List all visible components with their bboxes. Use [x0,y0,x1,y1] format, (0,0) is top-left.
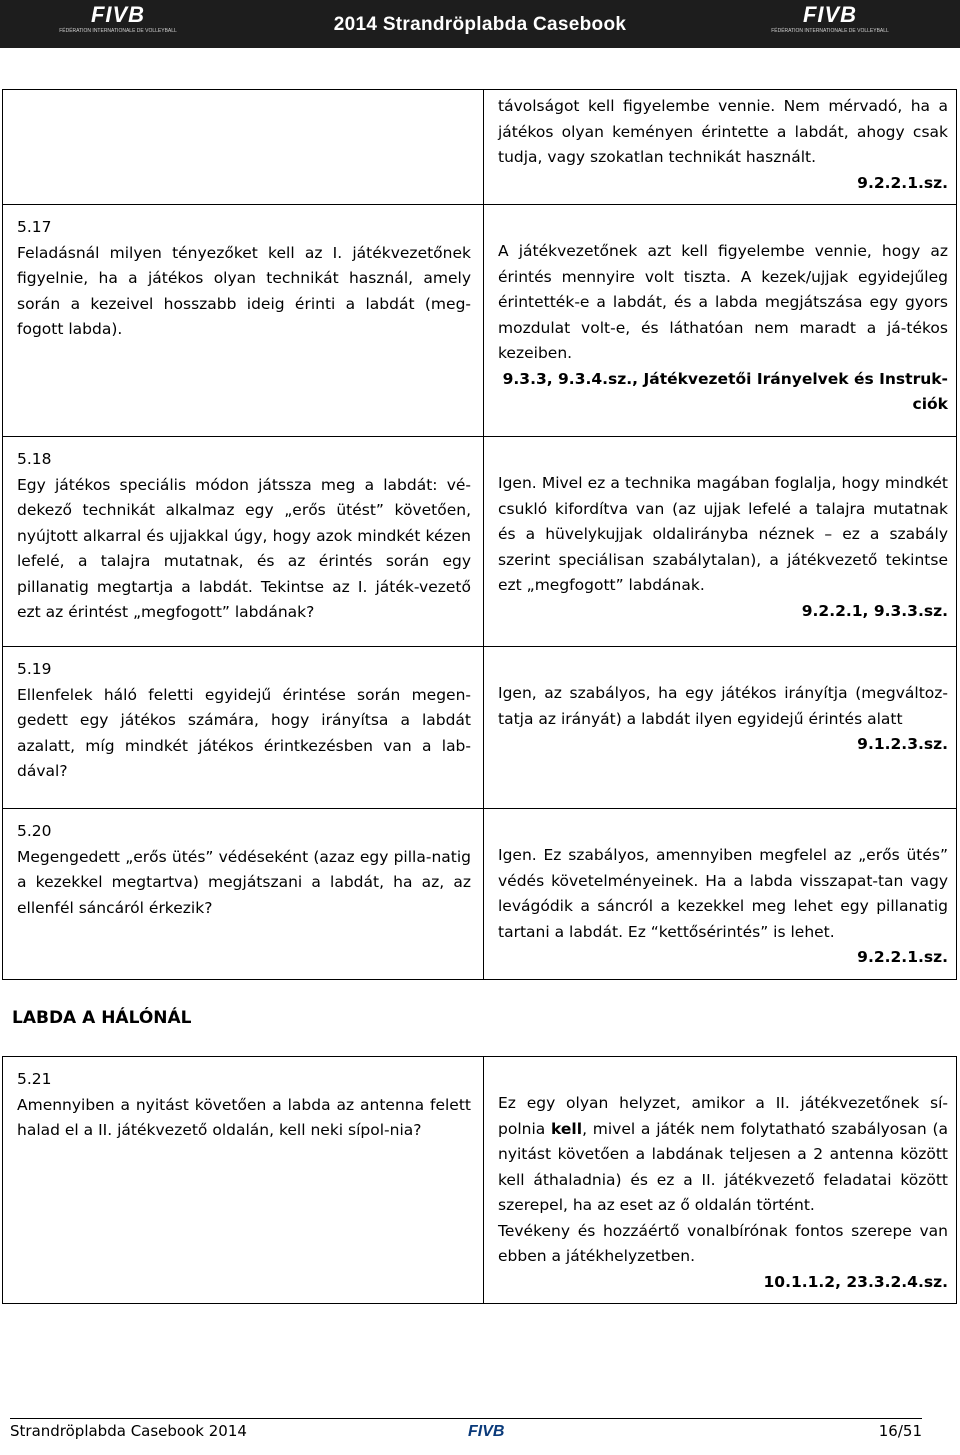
answer-text: A játékvezetőnek azt kell figyelembe vennie, hogy az érintés mennyire volt tiszta. A kezek/ujjak egyidejűleg érintették-e a labdát, és a labda megjátszása egy gyors mozdulat volt-e, és láthatóan nem maradt a já-tékos kezeiben. [498,242,948,362]
logo-text: FIVB [90,2,146,27]
question-cell [3,437,484,647]
casebook-table-2 [2,1056,957,1304]
question-text: Egy játékos speciális módon játssza meg a labdát: vé-dekező technikát alkalmaz egy „erős ütést” követően, nyújtott alkarral és ujjakkal úgy, hogy azok mindkét kézen lefelé, a talajra mutatnak, és az érintés során egy pillanatig megtartja a labdát. Tekintse az I. játék-vezető ezt az érintést „megfogott” labdának? [17,475,471,621]
footer-title: Strandröplabda Casebook 2014 [10,1422,247,1440]
question-number: 5.20 [17,822,52,840]
fivb-logo-right [770,4,890,44]
casebook-table-1 [2,89,957,980]
answer-cell [484,647,957,809]
question-number: 5.18 [17,450,52,468]
question-text: Feladásnál milyen tényezőket kell az I. játékvezetőnek figyelnie, ha a játékos olyan technikát használ, amely során a kezeivel hosszabb ideig érinti a labdát (meg-fogott labda). [17,243,471,338]
question-cell [3,809,484,980]
rule-reference: 9.2.2.1.sz. [857,948,948,966]
section-title: LABDA A HÁLÓNÁL [12,1008,192,1028]
table-row [3,437,957,647]
answer-cell [484,205,957,437]
question-number: 5.21 [17,1070,52,1088]
rule-reference: 9.2.2.1.sz. [857,173,948,192]
answer-cell [484,90,957,205]
answer-text: távolságot kell figyelembe vennie. Nem mérvadó, ha a játékos olyan keményen érintette a labdát, ahogy csak tudja, vagy szokatlan technikát használt. [498,97,948,166]
page-footer [10,1418,922,1449]
answer-text: Igen, az szabályos, ha egy játékos irányítja (megváltoz-tatja az irányát) a labdát ilyen egyidejű érintés alatt [498,684,948,728]
question-cell [3,90,484,205]
question-cell [3,205,484,437]
answer-emphasis: kell [551,1119,583,1138]
rule-reference: 10.1.1.2, 23.3.2.4.sz. [763,1272,948,1291]
question-text: Ellenfelek háló feletti egyidejű érintése során megen-gedett egy játékos számára, hogy irányítsa a labdát azalatt, míg mindkét játékos érintkezésben van a lab-dával? [17,685,471,780]
rule-reference: 9.3.3, 9.3.4.sz., Játékvezetői Irányelvek és Instruk-ciók [502,369,948,413]
logo-subtext: FÉDÉRATION INTERNATIONALE DE VOLLEYBALL [59,28,177,34]
rule-reference: 9.1.2.3.sz. [857,735,948,753]
answer-text: Igen. Ez szabályos, amennyiben megfelel az „erős ütés” védés követelményeinek. Ha a labda visszapat-tan vagy levágódik a sáncról a kezekkel meg lehet egy pillanatig tartani a labdát. Ez “kettősérintés” is lehet. [498,846,948,941]
logo-text: FIVB [802,2,858,27]
answer-cell [484,809,957,980]
question-number: 5.19 [17,660,52,678]
question-number: 5.17 [17,218,52,236]
answer-text-start: Ez egy olyan helyzet, amikor a II. játékvezetőnek sí-polnia [498,1094,948,1138]
answer-cell [484,437,957,647]
answer-text: Igen. Mivel ez a technika magában foglalja, hogy mindkét csukló kifordítva van (az ujjak lefelé a talajra mutatnak és a hüvelykujjak oldalirányba néznek – ez a szabály szerint speciálisan szabálytalan), a játékvezető tekintse ezt „megfogott” labdának. [498,474,948,594]
page-number: 16/51 [878,1422,922,1440]
footer-fivb-logo: FIVB [468,1423,505,1440]
question-text: Megengedett „erős ütés” védéseként (azaz egy pilla-natig a kezekkel megtartva) megjátszani a labdát, ha az, az ellenfél sáncáról érkezik? [17,847,471,917]
page-header [0,0,960,48]
table-row [3,90,957,205]
answer-cell [484,1057,957,1304]
rule-reference: 9.2.2.1, 9.3.3.sz. [801,601,948,620]
answer-text-second: Tevékeny és hozzáértő vonalbírónak fontos szerepe van ebben a játékhelyzetben. [498,1221,948,1265]
question-cell [3,647,484,809]
header-title: 2014 Strandröplabda Casebook [333,14,627,35]
table-row [3,809,957,980]
table-row [3,1057,957,1304]
table-row [3,205,957,437]
question-cell [3,1057,484,1304]
table-row [3,647,957,809]
question-text: Amennyiben a nyitást követően a labda az antenna felett halad el a II. játékvezető oldalán, kell neki sípol-nia? [17,1095,471,1139]
answer-text-end: , mivel a játék nem folytatható szabályosan (a nyitást követően a labdának teljesen a 2 antenna között kell áthaladnia) és ez a II. játékvezető feladatai között szerepel, ha az eset az ő oldalán történt. [498,1119,948,1214]
logo-subtext: FÉDÉRATION INTERNATIONALE DE VOLLEYBALL [771,28,889,34]
